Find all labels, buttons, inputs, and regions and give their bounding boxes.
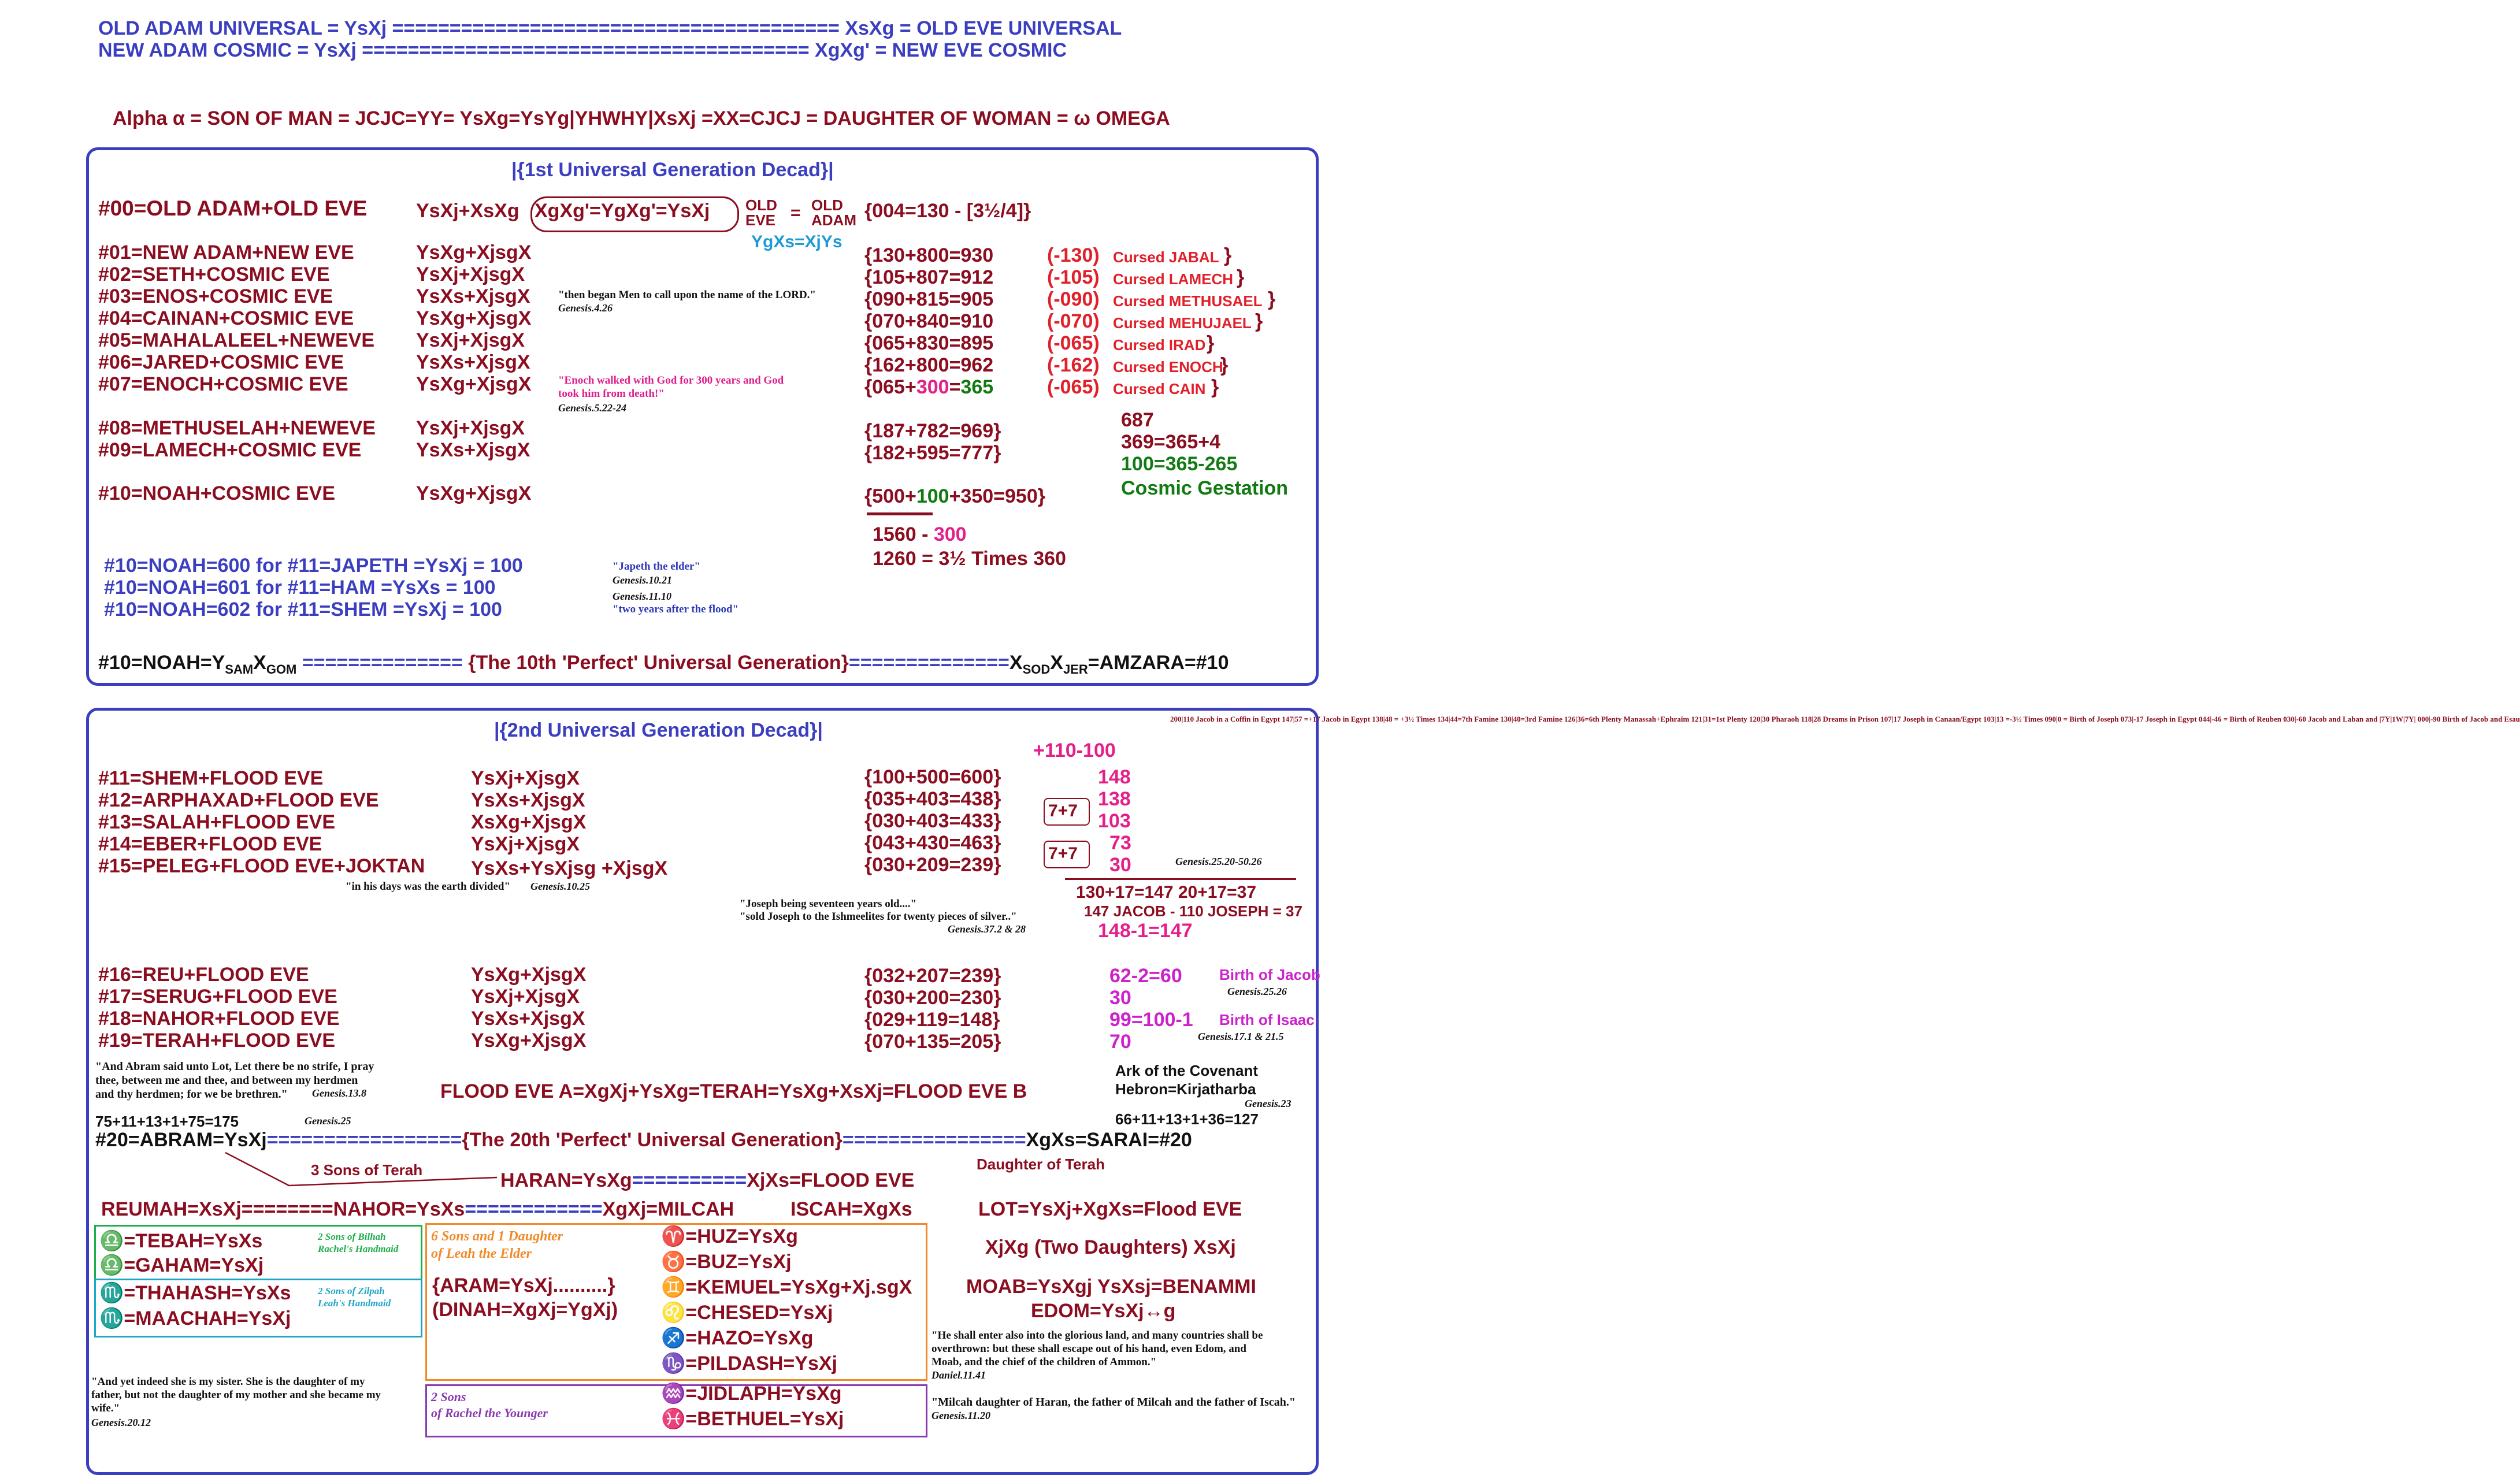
row-07-code: YsXg+XjsgX (416, 373, 532, 395)
row-07-neg: (-065) (1047, 376, 1100, 398)
m62: 62-2=60 (1109, 965, 1182, 987)
birth-isaac: Birth of Isaac (1219, 1011, 1315, 1028)
sum-right: 66+11+13+1+36=127 (1115, 1110, 1259, 1128)
row-14-nums: {043+430=463} (864, 832, 1001, 854)
ref-enos: Genesis.4.26 (558, 302, 613, 314)
row-01-neg: (-130) (1047, 244, 1100, 266)
n100: 100=365-265 (1121, 453, 1238, 475)
hebron: Hebron=Kirjatharba (1115, 1080, 1256, 1098)
old-adam-2: ADAM (811, 211, 856, 229)
rachel-label: 2 Sons of Rachel the Younger (431, 1389, 548, 1420)
row-01-nums: {130+800=930 (864, 244, 994, 266)
row-16-name: #16=REU+FLOOD EVE (98, 964, 309, 986)
decad-1-bottom: $\#10=NOAH=Y_{SAM}X_{GOM}$ ============== {The 10th 'Perfect' Universal $Generation\}==============X_{SOD}X_{JER}=AMZARA=\#10$ (98, 652, 1229, 677)
zilpah-label: 2 Sons of Zilpah Leah's Handmaid (318, 1285, 391, 1309)
calc-divider (1065, 878, 1296, 880)
jidlaph: ♒=JIDLAPH=YsXg (661, 1383, 842, 1405)
n369: 369=365+4 (1121, 431, 1221, 453)
ref-1025: Genesis.10.25 (530, 880, 590, 892)
row-01-cursed: Cursed JABAL (1113, 248, 1219, 266)
ref-1120: Genesis.11.20 (931, 1410, 991, 1421)
row-19-nums: {070+135=205} (864, 1031, 1001, 1053)
row-15-nums: {030+209=239} (864, 854, 1001, 876)
ref-1021: Genesis.10.21 (613, 574, 672, 586)
row-05-name: #05=MAHALALEEL+NEWEVE (98, 329, 374, 351)
flood-eve-line: FLOOD EVE A=XgXj+YsXg=TERAH=YsXg+XsXj=FLOOD EVE B (440, 1080, 1027, 1102)
row-04-neg: (-070) (1047, 310, 1100, 332)
row-10-code: YsXg+XjsgX (416, 482, 532, 504)
row-00-code: YsXj+XsXg (416, 200, 519, 222)
row-08-code: YsXj+XjsgX (416, 417, 525, 439)
abram-line: #20=ABRAM=YsXj================={The 20th 'Perfect' Universal Generation}================XgXs=SARAI=#20 (95, 1129, 1192, 1151)
row-02-nums: {105+807=912 (864, 266, 994, 288)
cosmic-gestation: Cosmic Gestation (1121, 477, 1289, 499)
row-09-nums: {182+595=777} (864, 442, 1001, 464)
n1260: 1260 = 3½ Times 360 (873, 548, 1066, 570)
joseph-timeline: 200|110 Jacob in a Coffin in Egypt 147|57 =+17 Jacob in Egypt 138|48 = +3½ Times 134|44=7th Famine 130|40=3rd Famine 126|36=6th Plenty Manassah+Ephraim 121|31=1st Plenty 120|30 Pharaoh 118|28 Dreams in Prison 107|17 Joseph in Canaan/Egypt 103|13 =-3½ Times 090|0 = Birth of Joseph 073|-17 Joseph in Egypt 044|-46 = Birth of Reuben 030|-60 Jacob and Laban and |7Y|1W|7Y| 000|-90 Birth of Jacob and Esau (1170, 715, 2520, 723)
row-00-name: #00=OLD ADAM+OLD EVE (98, 196, 368, 220)
old-eve-1: OLD (745, 196, 777, 214)
ref-23: Genesis.23 (1245, 1098, 1291, 1109)
old-eq: = (790, 203, 801, 222)
row-04-cursed: Cursed MEHUJAEL (1113, 314, 1252, 332)
quote-two-years: "two years after the flood" (613, 603, 739, 615)
ref-2520: Genesis.25.20-50.26 (1175, 856, 1262, 867)
quote-enos: "then began Men to call upon the name of the LORD." (558, 289, 816, 301)
bethuel: ♓=BETHUEL=YsXj (661, 1408, 844, 1430)
quote-daniel: "He shall enter also into the glorious land, and many countries shall be overthrown: but these shall escape out of his hand, even Edom, and Moab, and the chief of the children of Ammon." (931, 1329, 1263, 1368)
old-eve-2: EVE (745, 211, 776, 229)
quote-enoch-2: took him from death!" (558, 388, 665, 400)
row-17-name: #17=SERUG+FLOOD EVE (98, 986, 337, 1008)
row-11-mag: 148 (1098, 766, 1131, 788)
row-02-cursed: Cursed LAMECH (1113, 270, 1234, 288)
n687: 687 (1121, 409, 1154, 431)
row-18-name: #18=NAHOR+FLOOD EVE (98, 1008, 340, 1030)
hazo: ♐=HAZO=YsXg (661, 1327, 814, 1349)
m30: 30 (1109, 987, 1131, 1009)
row-12-nums: {035+403=438} (864, 788, 1001, 810)
row-09-name: #09=LAMECH+COSMIC EVE (98, 439, 362, 461)
row-13-name: #13=SALAH+FLOOD EVE (98, 811, 336, 833)
header-line-1: OLD ADAM UNIVERSAL = YsXj ======================================= XsXg = OLD EVE UNIVERSAL (98, 17, 1122, 39)
alpha-omega-line: Alpha α = SON OF MAN = JCJC=YY= YsXg=YsYg|YHWHY|XsXj =XX=CJCJ = DAUGHTER OF WOMAN = ω OMEGA (113, 107, 1170, 129)
row-06-cursed: Cursed ENOCH (1113, 358, 1223, 376)
m99: 99=100-1 (1109, 1009, 1193, 1031)
row-11-name: #11=SHEM+FLOOD EVE (98, 767, 324, 789)
m70: 70 (1109, 1031, 1131, 1053)
row-12-name: #12=ARPHAXAD+FLOOD EVE (98, 789, 379, 811)
row-04-code: YsXg+XjsgX (416, 307, 532, 329)
row-01-end: } (1224, 244, 1232, 266)
row-08-name: #08=METHUSELAH+NEWEVE (98, 417, 376, 439)
seven-box-1-frame (1044, 798, 1090, 826)
decad-1-title: |{1st Universal Generation Decad}| (511, 159, 834, 181)
row-03-cursed: Cursed METHUSAEL (1113, 292, 1263, 310)
moab: MOAB=YsXgj YsXsj=BENAMMI (966, 1276, 1256, 1298)
quote-abram: "And Abram said unto Lot, Let there be no strife, I pray thee, between me and thee, and between my herdmen and thy herdmen; for we be brethren." (95, 1060, 374, 1101)
row-07-end: } (1211, 376, 1219, 398)
iscah: ISCAH=XgXs (790, 1198, 912, 1220)
row-02-neg: (-105) (1047, 266, 1100, 288)
gaham: ♎=GAHAM=YsXj (99, 1254, 264, 1276)
kemuel: ♊=KEMUEL=YsXg+Xj.sgX (661, 1276, 912, 1298)
underline-500 (867, 512, 933, 515)
birth-jacob: Birth of Jacob (1219, 966, 1320, 983)
noah-shem: #10=NOAH=602 for #11=SHEM =YsXj = 100 (104, 599, 502, 621)
row-18-code: YsXs+XjsgX (471, 1008, 585, 1030)
nahor-line: REUMAH=XsXj========NAHOR=YsXs============XgXj=MILCAH (101, 1198, 734, 1220)
row-06-code: YsXs+XjsgX (416, 351, 530, 373)
row-08-nums: {187+782=969} (864, 420, 1001, 442)
row-11-nums: {100+500=600} (864, 766, 1001, 788)
two-daughters: XjXg (Two Daughters) XsXj (985, 1236, 1236, 1258)
row-01-code: YsXg+XjsgX (416, 242, 532, 263)
row-03-code: YsXs+XjsgX (416, 285, 530, 307)
row-03-end: } (1268, 288, 1276, 310)
edom: EDOM=YsXj↔g (1031, 1300, 1176, 1322)
row-10-name: #10=NOAH+COSMIC EVE (98, 482, 336, 504)
row-05-cursed: Cursed IRAD (1113, 336, 1206, 354)
row-11-code: YsXj+XjsgX (471, 767, 580, 789)
row-14-mag: 73 (1109, 832, 1131, 854)
row-03-nums: {090+815=905 (864, 288, 994, 310)
row-04-nums: {070+840=910 (864, 310, 994, 332)
aram: {ARAM=YsXj..........} (432, 1275, 615, 1296)
noah-japeth: #10=NOAH=600 for #11=JAPETH =YsXj = 100 (104, 555, 523, 577)
quote-joseph-2: "sold Joseph to the Ishmeelites for twenty pieces of silver.." (740, 911, 1017, 923)
ref-enoch: Genesis.5.22-24 (558, 402, 626, 414)
row-02-code: YsXj+XjsgX (416, 263, 525, 285)
row-09-code: YsXs+XjsgX (416, 439, 530, 461)
row-05-code: YsXj+XjsgX (416, 329, 525, 351)
thahash: ♏=THAHASH=YsXs (99, 1282, 291, 1304)
sum-left: 75+11+13+1+75=175 (95, 1113, 239, 1130)
row-12-code: YsXs+XjsgX (471, 789, 585, 811)
row-03-name: #03=ENOS+COSMIC EVE (98, 285, 333, 307)
dinah: (DINAH=XgXj=YgXj) (432, 1299, 618, 1321)
lot: LOT=YsXj+XgXs=Flood EVE (978, 1198, 1242, 1220)
quote-japeth: "Japeth the elder" (613, 560, 700, 573)
three-sons: 3 Sons of Terah (311, 1161, 423, 1179)
old-adam-1: OLD (811, 196, 843, 214)
decad-2-title: |{2nd Universal Generation Decad}| (494, 719, 823, 741)
row-02-end: } (1237, 266, 1245, 288)
row-07-name: #07=ENOCH+COSMIC EVE (98, 373, 348, 395)
row-19-code: YsXg+XjsgX (471, 1030, 587, 1052)
row-13-mag: 103 (1098, 810, 1131, 832)
row-05-nums: {065+830=895 (864, 332, 994, 354)
huz: ♈=HUZ=YsXg (661, 1225, 798, 1247)
row-07-cursed: Cursed CAIN (1113, 380, 1206, 397)
chesed: ♌=CHESED=YsXj (661, 1302, 833, 1324)
row-05-end: } (1207, 332, 1215, 354)
row-17-code: YsXj+XjsgX (471, 986, 580, 1008)
quote-divided: "in his days was the earth divided" (346, 880, 511, 893)
row-06-end: } (1220, 354, 1229, 376)
row-05-neg: (-065) (1047, 332, 1100, 354)
calc-2: 147 JACOB - 110 JOSEPH = 37 (1084, 902, 1302, 920)
calc-3: 148-1=147 (1098, 920, 1193, 942)
row-13-nums: {030+403=433} (864, 810, 1001, 832)
row-00-oval (530, 196, 739, 232)
tebah: ♎=TEBAH=YsXs (99, 1230, 263, 1252)
ref-25: Genesis.25 (305, 1115, 351, 1127)
ref-138: Genesis.13.8 (312, 1087, 366, 1099)
row-00-boxed: XgXg'=YgXg'=YsXj (535, 200, 710, 222)
quote-joseph-1: "Joseph being seventeen years old...." (740, 898, 917, 910)
calc-1: 130+17=147 20+17=37 (1076, 883, 1256, 902)
header-line-2: NEW ADAM COSMIC = YsXj ======================================= XgXg' = NEW EVE COSMIC (98, 39, 1067, 61)
row-02-name: #02=SETH+COSMIC EVE (98, 263, 330, 285)
row-17-nums: {030+200=230} (864, 987, 1001, 1009)
row-06-nums: {162+800=962 (864, 354, 994, 376)
ark-covenant: Ark of the Covenant (1115, 1062, 1259, 1079)
row-06-neg: (-162) (1047, 354, 1100, 376)
bilhah-label: 2 Sons of Bilhah Rachel's Handmaid (318, 1231, 399, 1254)
ref-171: Genesis.17.1 & 21.5 (1198, 1031, 1284, 1042)
row-19-name: #19=TERAH+FLOOD EVE (98, 1030, 336, 1052)
row-07-nums: {065+300=365 (864, 376, 994, 398)
row-10-nums: {500+100+350=950} (864, 485, 1045, 507)
row-15-name: #15=PELEG+FLOOD EVE+JOKTAN (98, 855, 425, 877)
row-06-name: #06=JARED+COSMIC EVE (98, 351, 344, 373)
noah-ham: #10=NOAH=601 for #11=HAM =YsXs = 100 (104, 577, 496, 599)
row-13-code: XsXg+XjsgX (471, 811, 587, 833)
pildash: ♑=PILDASH=YsXj (661, 1353, 837, 1374)
ref-daniel: Daniel.11.41 (931, 1369, 986, 1381)
haran-line: HARAN=YsXg==========XjXs=FLOOD EVE (500, 1169, 915, 1191)
ygxs-label: YgXs=XjYs (751, 232, 843, 251)
row-04-name: #04=CAINAN+COSMIC EVE (98, 307, 354, 329)
leah-label: 6 Sons and 1 Daughter of Leah the Elder (431, 1229, 563, 1261)
row-15-mag: 30 (1109, 854, 1131, 876)
row-14-code: YsXj+XjsgX (471, 833, 580, 855)
quote-sister: "And yet indeed she is my sister. She is the daughter of my father, but not the daughter of my mother and she became my wife." (91, 1376, 381, 1414)
row-03-neg: (-090) (1047, 288, 1100, 310)
seven-box-1: 7+7 (1048, 801, 1078, 820)
daughter-terah: Daughter of Terah (977, 1156, 1105, 1173)
row-18-nums: {029+119=148} (864, 1009, 1000, 1031)
quote-enoch-1: "Enoch walked with God for 300 years and God (558, 374, 784, 387)
seven-box-2-frame (1044, 841, 1090, 868)
row-14-name: #14=EBER+FLOOD EVE (98, 833, 322, 855)
maachah: ♏=MAACHAH=YsXj (99, 1307, 291, 1329)
ref-2012: Genesis.20.12 (91, 1417, 151, 1428)
buz: ♉=BUZ=YsXj (661, 1251, 792, 1273)
row-12-mag: 138 (1098, 788, 1131, 810)
row-15-code: YsXs+YsXjsg +XjsgX (471, 857, 668, 879)
n1560: 1560 - 300 (873, 523, 967, 545)
quote-milcah: "Milcah daughter of Haran, the father of Milcah and the father of Iscah." (931, 1396, 1296, 1409)
row-04-end: } (1255, 310, 1263, 332)
row-16-code: YsXg+XjsgX (471, 964, 587, 986)
row-00-range: {004=130 - [3½/4]} (864, 200, 1031, 222)
seven-box-2: 7+7 (1048, 844, 1078, 863)
row-01-name: #01=NEW ADAM+NEW EVE (98, 242, 354, 263)
ref-1110: Genesis.11.10 (613, 590, 672, 602)
ref-372: Genesis.37.2 & 28 (948, 923, 1026, 935)
plus-110: +110-100 (1033, 740, 1116, 761)
row-16-nums: {032+207=239} (864, 965, 1001, 987)
ref-2526: Genesis.25.26 (1227, 986, 1287, 997)
